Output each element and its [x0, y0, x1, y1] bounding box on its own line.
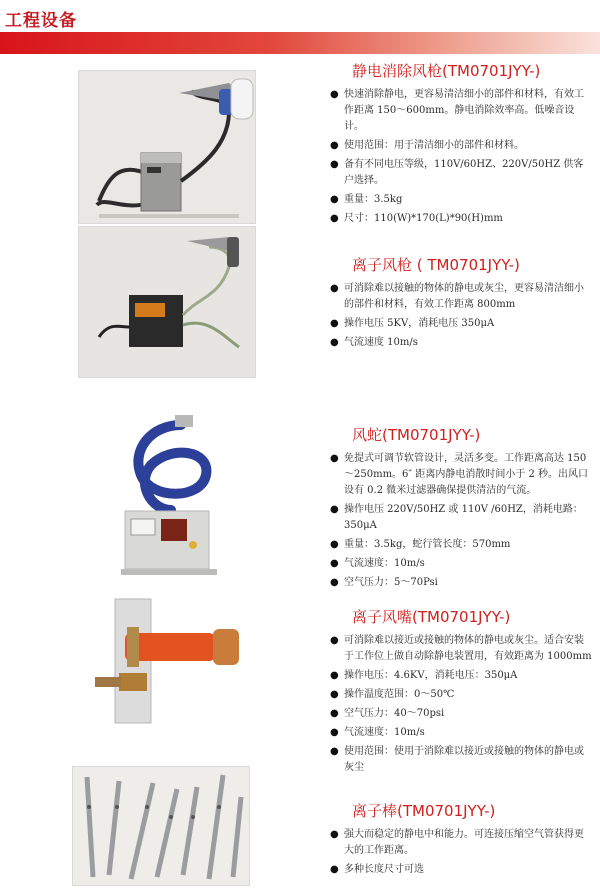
- section-title: 静电消除风枪(TM0701JYY-): [352, 62, 541, 80]
- section-title: 离子风枪 ( TM0701JYY-): [352, 256, 520, 274]
- photo-wind-snake: [110, 404, 236, 588]
- list-item: ● 空气压力：5～70Psi: [330, 577, 438, 588]
- section-ion-nozzle: [330, 606, 592, 779]
- list-item: ● 重量：3.5kg，蛇行管长度：570mm: [330, 539, 511, 550]
- section-title: 离子棒(TM0701JYY-): [352, 802, 496, 820]
- list-item: ● 气流速度：10m/s: [330, 727, 425, 738]
- list-item: ● 强大而稳定的静电中和能力。可连接压缩空气管获得更大的工作距离。: [330, 829, 584, 856]
- list-item: ● 气流速度：10m/s: [330, 558, 425, 569]
- list-item: ● 操作电压 220V/50HZ 或 110V /60HZ，消耗电路：350μA: [330, 504, 583, 531]
- list-item: ● 操作电压：4.6KV，消耗电压：350μA: [330, 670, 518, 681]
- section-title: 风蛇(TM0701JYY-): [352, 426, 481, 444]
- list-item: ● 可消除难以接触的物体的静电或灰尘，更容易清洁细小的部件和材料，有效工作距离 800mm: [330, 283, 584, 310]
- photo-ion-bar: [72, 766, 250, 886]
- photo-ion-nozzle: [84, 592, 254, 726]
- photo-static-eliminator-gun: [78, 70, 256, 224]
- bullet-list: [330, 827, 592, 878]
- section-ion-bar: [330, 800, 592, 881]
- bullet-list: [330, 633, 592, 776]
- list-item: ● 快速消除静电，更容易清洁细小的部件和材料，有效工作距离 150～600mm。静电消除效率高。低噪音设计。: [330, 89, 584, 132]
- list-item: ● 使用范围：用于清洁细小的部件和材料。: [330, 140, 524, 151]
- section-static-eliminator-gun: [330, 60, 592, 230]
- list-item: ● 使用范围：使用于消除难以接近或接触的物体的静电或灰尘: [330, 746, 584, 773]
- header-title: 工程设备: [5, 11, 77, 31]
- list-item: ● 尺寸：110(W)*170(L)*90(H)mm: [330, 213, 503, 224]
- list-item: ● 空气压力：40～70psi: [330, 708, 445, 719]
- header-band: [0, 32, 600, 54]
- bullet-list: [330, 451, 592, 591]
- list-item: ● 多种长度尺寸可选: [330, 864, 424, 875]
- photo-ion-air-gun: [78, 226, 256, 378]
- list-item: ● 免提式可调节软管设计，灵活多变。工作距离高达 150～250mm。6″ 距离内静电消散时间小于 2 秒。出风口设有 0.2 微米过滤器确保提供清洁的气流。: [330, 453, 589, 496]
- list-item: ● 备有不同电压等级，110V/60HZ、220V/50HZ 供客户选择。: [330, 159, 584, 186]
- list-item: ● 操作温度范围：0～50℃: [330, 689, 455, 700]
- list-item: ● 气流速度 10m/s: [330, 337, 418, 348]
- bullet-list: [330, 281, 592, 351]
- section-ion-air-gun: [330, 254, 592, 354]
- section-title: 离子风嘴(TM0701JYY-): [352, 608, 511, 626]
- page-header: [0, 0, 600, 60]
- list-item: ● 操作电压 5KV，消耗电压 350μA: [330, 318, 495, 329]
- section-wind-snake: [330, 424, 592, 594]
- list-item: ● 可消除难以接近或接触的物体的静电或灰尘。适合安装于工作位上做自动除静电装置用，有效距离为 1000mm: [330, 635, 592, 662]
- list-item: ● 重量：3.5kg: [330, 194, 403, 205]
- bullet-list: [330, 87, 592, 227]
